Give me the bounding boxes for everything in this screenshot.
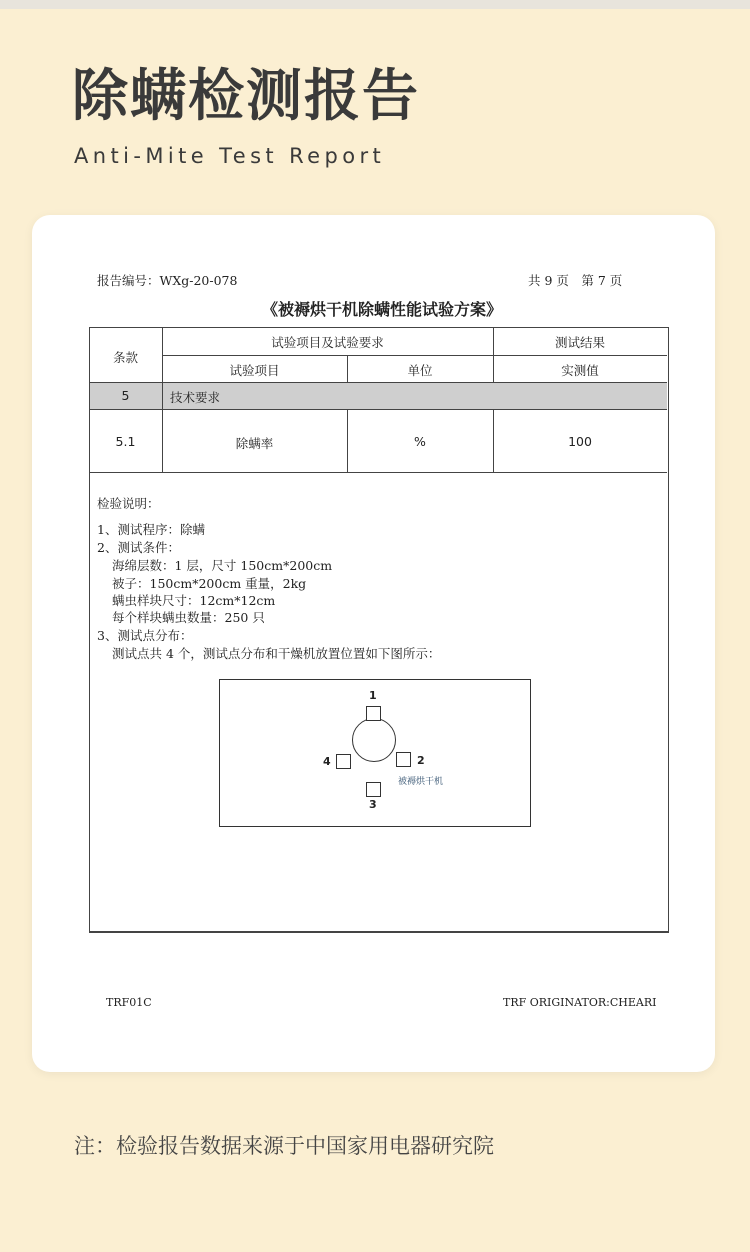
test-point-diagram: [219, 679, 531, 827]
notes-heading: 检验说明：: [97, 496, 160, 511]
row-unit: %: [414, 434, 426, 449]
page-subtitle: Anti-Mite Test Report: [74, 144, 386, 168]
form-originator: TRF ORIGINATOR:CHEARI: [503, 996, 657, 1009]
notes-line: 螨虫样块尺寸：12cm*12cm: [112, 593, 276, 608]
header-unit: 单位: [407, 363, 433, 378]
document-title: 《被褥烘干机除螨性能试验方案》: [262, 300, 503, 319]
table-divider: [89, 409, 667, 410]
report-document: [32, 215, 715, 1072]
test-point-box: [396, 752, 411, 767]
notes-line: 1、测试程序：除螨: [97, 522, 205, 537]
source-note: 注：检验报告数据来源于中国家用电器研究院: [74, 1134, 494, 1158]
header-measured-value: 实测值: [561, 363, 599, 378]
header-test-results: 测试结果: [554, 335, 605, 350]
dryer-label: 被褥烘干机: [398, 777, 444, 787]
header-clause: 条款: [112, 350, 138, 365]
notes-line: 3、测试点分布：: [97, 628, 193, 643]
row-item: 除螨率: [235, 436, 274, 451]
table-divider: [89, 472, 667, 473]
notes-line: 每个样块螨虫数量：250 只: [112, 610, 265, 625]
test-point-label: 3: [369, 798, 377, 811]
test-point-box: [366, 782, 381, 797]
test-point-box: [336, 754, 351, 769]
notes-line: 测试点共 4 个，测试点分布和干燥机放置位置如下图所示：: [112, 646, 441, 661]
notes-line: 2、测试条件：: [97, 540, 180, 555]
report-card: [32, 215, 715, 1072]
report-number: 报告编号：WXg-20-078: [97, 273, 238, 288]
header-test-items-requirements: 试验项目及试验要求: [271, 335, 384, 350]
dryer-circle: [352, 718, 396, 762]
test-point-label: 2: [417, 754, 425, 767]
header-test-item: 试验项目: [229, 363, 280, 378]
section-label: 技术要求: [170, 390, 221, 405]
page-count: 共 9 页 第 7 页: [528, 273, 623, 288]
test-point-label: 1: [369, 689, 377, 702]
row-value: 100: [568, 434, 592, 449]
test-point-label: 4: [323, 755, 331, 768]
row-clause: 5.1: [115, 434, 136, 449]
notes-line: 被子：150cm*200cm 重量，2kg: [112, 576, 307, 591]
table-divider: [89, 382, 667, 383]
page-title: 除螨检测报告: [72, 64, 420, 129]
test-point-box: [366, 706, 381, 721]
notes-line: 海绵层数：1 层，尺寸 150cm*200cm: [112, 558, 333, 573]
form-code: TRF01C: [106, 996, 152, 1009]
section-number: 5: [121, 388, 130, 403]
top-strip: [0, 0, 750, 9]
table-divider: [162, 355, 667, 356]
